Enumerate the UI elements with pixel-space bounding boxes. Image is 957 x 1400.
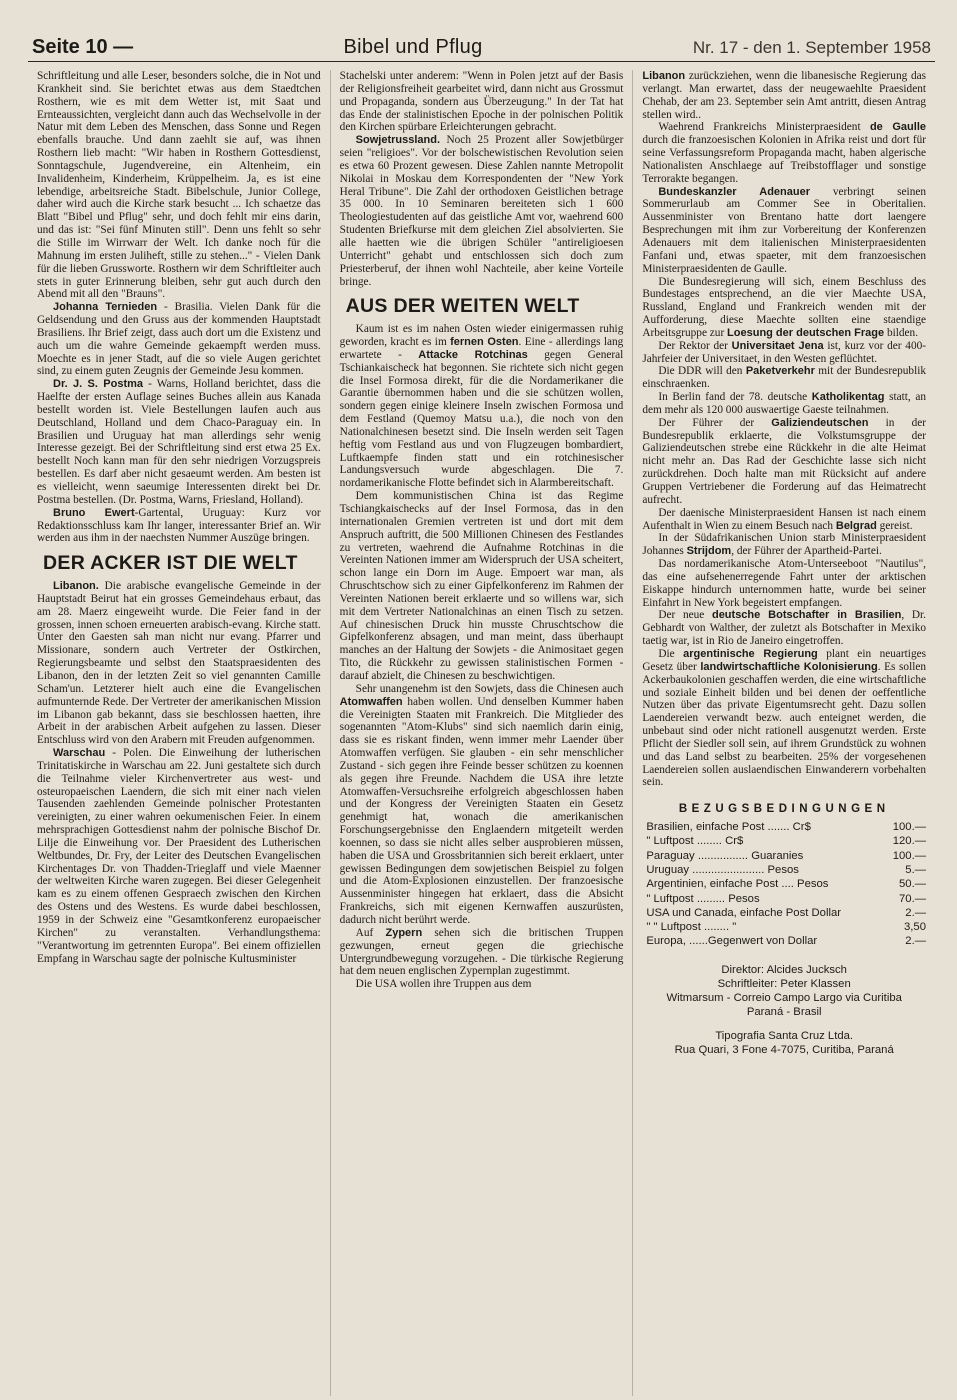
article-paragraph bbox=[642, 417, 926, 507]
paragraph-text: - Brasilia. Vielen Dank für die Geldsendung und den Gruss aus der kommenden Hauptstadt Brasiliens. Ihr Brief zeigt, dass auch dort um die Existenz und auch um die wahre Gemeinde gekaempft werden muss. Moechte es in jener Stadt, auf die so viele Augen gerichtet sind, zu einem guten Zeugnis der Gemeinde Jesu kommen. bbox=[37, 301, 321, 378]
bold-keyword: Bruno Ewert bbox=[53, 506, 135, 519]
subscription-price: 70.— bbox=[899, 892, 927, 905]
subscription-price: 100.— bbox=[892, 821, 927, 834]
subscription-price: 120.— bbox=[892, 835, 927, 848]
bold-keyword: Sowjetrussland. bbox=[355, 134, 441, 147]
paragraph-text: statt, an dem mehr als 120 000 auswaertige Gaeste teilnahmen. bbox=[642, 391, 927, 416]
imprint-line: Paraná - Brasil bbox=[746, 1005, 822, 1018]
subscription-price: 3,50 bbox=[904, 921, 927, 934]
paragraph-text: ist, kurz vor der 400-Jahrfeier der Universitaet, in den Westen geflüchtet. bbox=[642, 339, 927, 365]
paragraph-text: , der Führer der Apartheid-Partei. bbox=[731, 545, 882, 558]
paragraph-text: Die bbox=[658, 647, 684, 660]
paragraph-text: sehen sich die britischen Truppen gezwungen, erneut gegen die griechische Untergrundbewegung vorzugehen. - Die türkische Regierung hat dem neuen englischen Zypernplan zugestimmt. bbox=[339, 926, 624, 978]
article-paragraph bbox=[642, 340, 926, 366]
subscription-label: " Luftpost ........ Cr$ bbox=[646, 835, 744, 848]
imprint bbox=[642, 963, 926, 1019]
imprint-line: Direktor: Alcides Jucksch bbox=[721, 963, 847, 976]
bold-keyword: Dr. J. S. Postma bbox=[53, 378, 144, 391]
paragraph-text: , Dr. Gebhardt von Walther, der zuletzt als Botschafter in Mexiko taetig war, ist in Rio de Janeiro eingetroffen. bbox=[642, 609, 927, 648]
paragraph-text: Die DDR will den bbox=[658, 365, 746, 378]
paragraph-text: Auf bbox=[355, 926, 386, 939]
article-paragraph bbox=[340, 978, 624, 991]
paragraph-text: gereist. bbox=[876, 519, 913, 532]
article-paragraph bbox=[340, 323, 624, 490]
article-paragraph bbox=[37, 580, 321, 747]
paragraph-text: gegen General Tschiankaischeck hat begonnen. Sie richtete sich nicht gegen die Insel Formosa direkt, für die die Nordamerikaner die Garantie übernommen haben und die sie schützen wollen, sondern gegen einige kleinere Inseln zwischen Formosa und dem Festland (Quemoy Matsu u.a.), die noch von den Nationalchinesen besetzt sind. Die Inseln werden seit Tagen heftig vom Festland aus und von Flugzeugen bombardiert, Luftkaempfe finden statt und ein rotchinesischer Landungsversuch wurde abgeschlagen. Die 7. nordamerikanische Flotte befindet sich in Alarmbereitschaft. bbox=[339, 348, 624, 490]
bold-keyword: Loesung der deutschen Frage bbox=[727, 326, 885, 339]
bold-keyword: Strijdom bbox=[686, 545, 732, 558]
paragraph-text: Das nordamerikanische Atom-Unterseeboot "Nautilus", das eine aufsehenerregende Fahrt unter der arktischen Eiskappe hindurch unternommen hatte, wurde bei seiner Einfahrt in New York begeistert empfangen. bbox=[642, 558, 927, 609]
paragraph-text: haben wollen. Und denselben Kummer haben die Vereinigten Staaten mit Frankreich. Die Mitglieder des sogenannten "Atom-Klubs" sind sich naemlich darin einig, dass sie es riskant finden, wenn immer mehr Laender über Atomwaffen verfügen. Sie glauben - ein sehr menschlicher Zustand - sich gegen ihre Feinde besser schützen zu koennen als gegen ihre Freunde. Nachdem die USA ihre letzte Atomwaffen-Versuchsreihe erfolgreich abgeschlossen haben und der Kongress der Vereinigten Staaten ein Gesetz genehmigt hat, wonach die amerikanischen Forschungsergebnisse den Englaendern mitgeteilt werden koennen, so dass sie nicht alles selber ausprobieren müssen, haben die USA und Grossbritannien sich bereit erklaert, unter gewissen Bedingungen dem sowjetischen Beispiel zu folgen und die Atom-Explosionen einzustellen. Der franzoesische Aussenminister hingegen hat erklaert, dass die Absicht Frankreichs, sich mit eigenen Kernwaffen auszurüsten, dadurch nicht berührt werde. bbox=[339, 695, 624, 926]
page-number: Seite 10 — bbox=[32, 36, 134, 58]
article-paragraph bbox=[37, 301, 321, 378]
bold-keyword: Galiziendeutschen bbox=[771, 416, 869, 429]
subscription-label: Uruguay ....................... Pesos bbox=[646, 863, 799, 876]
bold-keyword: Libanon. bbox=[53, 580, 99, 593]
article-paragraph bbox=[340, 927, 624, 978]
column-3 bbox=[632, 70, 935, 1396]
paragraph-text: Die Bundesregierung will sich, einem Beschluss des Bundestages entsprechend, an die vier Maechte USA, Russland, England und Frankreich wenden mit der Aufforderung, diese Maechte sollten eine staendige Arbeitsgruppe zur bbox=[642, 275, 927, 339]
article-paragraph bbox=[340, 134, 624, 288]
paragraph-text: Die arabische evangelische Gemeinde in der Hauptstadt Beirut hat ein grosses Gemeindehaus erbaut, das am 28. Maerz eingeweiht wurde. Die Feier fand in der grossen, innen schoen erneuerten arabisch-evang. Kirche statt. Unter den Gaesten sah man nicht nur evang. Pfarrer und Missionare, sondern auch Vertreter der Ostkirchen, Regierungsbeamte und selbst den Staatspraesidenten des Libanon, den in der letzten Zeit so viel genannten Camille Scham'un. Letzterer hielt auch eine die Evangelischen aufmunternde Rede. Der Vertreter der amerikanischen Mission im Libanon gab bekannt, dass sie beschlossen haetten, ihre Arbeit in der arabischen Arbeit aufgehen zu lassen. Dieser Entschluss wird von den Arabern mit Freuden aufgenommen. bbox=[37, 580, 321, 747]
subscription-row bbox=[642, 834, 926, 848]
masthead bbox=[28, 36, 935, 62]
paragraph-text: In Berlin fand der 78. deutsche bbox=[658, 391, 812, 404]
issue-date: Nr. 17 - den 1. September 1958 bbox=[692, 38, 931, 57]
subscription-title: BEZUGSBEDINGUNGEN bbox=[678, 803, 890, 816]
bold-keyword: deutsche Botschafter in Brasilien bbox=[711, 609, 902, 622]
paragraph-text: Dem kommunistischen China ist das Regime Tschiangkaischecks auf der Insel Formosa, das in den internationalen Gremien vertreten ist und dort mit dem Anspruch auftritt, die 500 Millionen Chinesen des Festlandes zu vertreten, waehrend die Aufnahme Rotchinas in die Vereinten Nationen immer am Widerspruch der USA scheitert, schon lange ein Dorn im Auge. Empoert war man, als Chruschtschow sich zu einer Gipfelkonferenz im Rahmen der Vereinten Nationen bereit erklaerte und so willens war, sich mit dem Vertreter Nationalchinas an einen Tisch zu setzen. Auf chinesischen Druck hin musste Chruschtschow die Gipfelkonferenz absagen, und man meint, dass überhaupt manches an der Haltung der Sowjets - die Animositaet gegen Tito, die Rückkehr zu gewissen stalinistischen Formen - darauf abzielt, die Chinesen zu beschwichtigen. bbox=[339, 490, 624, 682]
subscription-row bbox=[642, 863, 926, 877]
paragraph-text: - Polen. Die Einweihung der lutherischen Trinitatiskirche in Warschau am 22. Juni gestaltete sich durch die Teilnahme vieler Kirchenvertreter aus west- und osteuropaeischen Laendern, die sich mit einer nach vielen Tausenden zaehlenden Gemeinde polnischer Protestanten vereinigten, zu einer wahren oekumenischen Feier. In einem mehrsprachigen Gottesdienst nahm der polnische Bischof Dr. Lilje die Einweihung vor. Der Praesident des Lutherischen Weltbundes, Dr. Fry, der Leiter des Deutschen Evangelischen Kirchentages Dr. von Thadden-Trieglaff und viele Maenner der weltweiten Kirche waren zugegen. Bei dieser Gelegenheit kam es zu einem offenen Gespraech zwischen den Kirchen des Ostens und des Westens. Es wurde dabei beschlossen, 1959 in der Schweiz eine "Gesamtkonferenz europaeischer Kirchen" zu veranstalten. Verhandlungsthema: "Verantwortung im getrennten Europa". Bei einem offiziellen Empfang in Warschau sagte der polnische Kultusminister bbox=[37, 747, 321, 965]
paragraph-text: Waehrend Frankreichs Ministerpraesident bbox=[658, 121, 870, 134]
subscription-row bbox=[642, 920, 926, 934]
article-paragraph bbox=[37, 747, 321, 965]
article-paragraph bbox=[37, 378, 321, 506]
paragraph-text: In der Südafrikanischen Union starb Ministerpraesident Johannes bbox=[642, 532, 927, 558]
subscription-row bbox=[642, 906, 926, 920]
paragraph-text: Die USA wollen ihre Truppen aus dem bbox=[355, 978, 532, 991]
article-paragraph bbox=[642, 391, 926, 417]
article-paragraph bbox=[642, 186, 926, 276]
article-paragraph bbox=[37, 70, 321, 301]
subscription-price: 2.— bbox=[905, 935, 927, 948]
subscription-price: 50.— bbox=[899, 878, 927, 891]
subscription-label: " Luftpost ......... Pesos bbox=[646, 892, 760, 905]
article-paragraph bbox=[642, 365, 926, 391]
subscription-label: Europa, ......Gegenwert von Dollar bbox=[646, 935, 818, 948]
paragraph-text: Der Rektor der bbox=[658, 339, 732, 352]
article-paragraph bbox=[642, 648, 926, 789]
imprint-line: Rua Quari, 3 Fone 4-7075, Curitiba, Paraná bbox=[674, 1043, 894, 1056]
paragraph-text: . Eine - allerdings lang erwartete - bbox=[339, 336, 624, 361]
bold-keyword: Belgrad bbox=[835, 519, 877, 532]
subscription-row bbox=[642, 934, 926, 948]
subscription-row bbox=[642, 849, 926, 863]
article-paragraph bbox=[642, 121, 926, 185]
bold-keyword: Zypern bbox=[385, 926, 423, 939]
paragraph-text: . Es sollen Ackerbaukolonien geschaffen werden, die eine wirtschaftliche und soziale Einheit bilden und bei denen der oeffentliche Nutzen über das private Eigentumsrecht geht. Dazu sollen Laendereien verwandt bezw. auch enteignet werden, die unbebaut sind oder nicht rationell ausgenutzt werden. Erste Pflicht der Siedler soll sein, auf ihrem Grundstück zu wohnen und das Land selbst zu bearbeiten. 25% der vorgesehenen Laendereien sollen auslaendischen Einwanderern vorbehalten sein. bbox=[642, 660, 927, 789]
paragraph-text: durch die franzoesischen Kolonien in Afrika reist und dort für seine Verfassungsreform Propaganda macht, haben algerische Nationalisten Anschlaege auf Treibstofflager und sonstige Terrorakte begangen. bbox=[642, 134, 927, 185]
article-paragraph bbox=[340, 683, 624, 927]
article-paragraph bbox=[642, 507, 926, 533]
article-paragraph bbox=[340, 70, 624, 134]
bold-keyword: argentinische Regierung bbox=[683, 647, 818, 660]
subscription-label: Brasilien, einfache Post ....... Cr$ bbox=[646, 821, 811, 834]
subscription-label: Paraguay ................ Guaranies bbox=[646, 849, 804, 862]
section-heading: AUS DER WEITEN WELT bbox=[345, 295, 580, 318]
paragraph-text: Sehr unangenehm ist den Sowjets, dass die Chinesen auch bbox=[355, 682, 624, 695]
article-paragraph bbox=[340, 490, 624, 683]
paragraph-text: Der Führer der bbox=[658, 416, 772, 429]
bold-keyword: Libanon bbox=[642, 70, 686, 82]
subscription-row bbox=[642, 877, 926, 891]
subscription-label: USA und Canada, einfache Post Dollar bbox=[646, 906, 842, 919]
article-paragraph bbox=[642, 70, 926, 121]
paragraph-text: Noch 25 Prozent aller Sowjetbürger seien "religioes". Vor der bolschewistischen Revolution seien es etwa 60 Prozent gewesen. Diese Zahlen nannte Metropolit Nikolai in Moskau dem Korrespondenten der "New York Heral Tribune". Die Zahl der orthodoxen Geistlichen betrage 35 000. In 10 Seminaren bereiteten sich 1 600 Theologiestudenten auf das geistliche Amt vor, waehrend 600 Studenten Briefkurse mit dem gleichen Ziel absolvierten. Sie alle haetten wie die übrigen Schüler "antireligioesen Unterricht" gehabt und entschlossen sich doch zum Priesterberuf, der ihnen wohl Nachteile, aber keine Vorteile bringe. bbox=[339, 134, 624, 288]
bold-keyword: Johanna Ternieden bbox=[53, 301, 158, 314]
imprint-line: Witmarsum - Correio Campo Largo via Curitiba bbox=[666, 991, 902, 1004]
article-paragraph bbox=[37, 507, 321, 546]
paragraph-text: Der daenische Ministerpraesident Hansen ist nach einem Aufenthalt in Wien zu einem Besuch nach bbox=[642, 506, 927, 532]
column-2 bbox=[330, 70, 633, 1396]
section-heading: DER ACKER IST DIE WELT bbox=[43, 552, 298, 575]
article-paragraph bbox=[642, 609, 926, 648]
subscription-price: 5.— bbox=[905, 863, 927, 876]
paragraph-text: bilden. bbox=[884, 326, 919, 339]
paragraph-text: verbringt seinen Sommerurlaub am Commer See in Oberitalien. Aussenminister von Brentano hatte dort laengere Besprechungen mit ihm zur Vorbereitung der Konferenzen Adenauers mit dem italienischen Ministerpraesidenten Fanfani und, etwas spaeter, mit dem franzoesischen Ministerpraesidenten de Gaulle. bbox=[642, 185, 927, 275]
bold-keyword: fernen Osten bbox=[450, 336, 519, 349]
subscription-label: Argentinien, einfache Post .... Pesos bbox=[646, 878, 829, 891]
subscription-row bbox=[642, 892, 926, 906]
bold-keyword: Warschau bbox=[53, 747, 106, 760]
subscription-label: " " Luftpost ........ " bbox=[646, 921, 737, 934]
subscription-row bbox=[642, 820, 926, 834]
paragraph-text: plant ein neuartiges Gesetz über bbox=[642, 647, 927, 673]
bold-keyword: de Gaulle bbox=[869, 121, 927, 134]
bold-keyword: Bundeskanzler Adenauer bbox=[658, 185, 811, 198]
article-paragraph bbox=[642, 558, 926, 609]
subscription-price: 2.— bbox=[905, 906, 927, 919]
paragraph-text: Stachelski unter anderem: "Wenn in Polen jetzt auf der Basis der Religionsfreiheit gearbeitet wird, dann nicht aus Grossmut und Propaganda, sondern aus Überzeugung." In der Tat hat das Ende der stalinistischen Epoche in der polnischen Politik den Kirchen spürbare Erleichterungen gebracht. bbox=[339, 70, 624, 134]
imprint-line: Schriftleiter: Peter Klassen bbox=[717, 977, 851, 990]
imprint-line: Tipografia Santa Cruz Ltda. bbox=[715, 1029, 854, 1042]
paragraph-text: - Warns, Holland berichtet, dass die Haelfte der ersten Auflage seines Buches allein aus Kanada bestellt worden ist. Viele Bestellungen laufen auch aus Deutschland, Holland und dem Chaco-Paraguay ein. In Brasilien und Uruguay hat man allerdings sehr wenig Interesse gezeigt. Bei der Schriftleitung sind erst etwa 25 Ex. bestellt Noch kann man für den sehr niedrigen Vorzugspreis bestellen. Es darf aber nicht gesaeumt werden. Am besten ist es vielleicht, wenn saeumige Interessenten direkt bei Dr. Postma bestellen. (Dr. Postma, Warns, Friesland, Holland). bbox=[37, 378, 321, 506]
paragraph-text: Kaum ist es im nahen Osten wieder einigermassen ruhig geworden, kracht es im bbox=[339, 323, 624, 349]
paragraph-text: Schriftleitung und alle Leser, besonders solche, die in Not und Krankheit sind. Sie berichtet etwas aus dem Staedtchen Rosthern, wie es mit dem Wetter ist, mit Saat und Ernteaussichten, vergleicht dann auch das Wechselvolle in der Natur mit dem Leben des Menschen, dass Sonne und Regen ebenfalls brauche. Und dann zaehlt sie auf, was ihnen Rosthern lieb macht: "Wir haben in Rosthern Gottesdienst, Sonntagschule, Jugendvereine, ein Altenheim, ein Invalidenheim, Kinderheim, Krüppelheim. Ja, es ist eine lebendige, arbeitsreiche Stadt. Bibelschule, Junior College, daher wird auch die Kirche stark besucht ... Ich schaetze das Blatt "Bibel und Pflug" sehr, und doch fehlt mir eins darin, und das ist: "Sei fünf Minuten still". Denn uns fehlt so sehr die Stille im Wirrwarr der Welt. Ich danke noch für die Mahnung im ersten Juliheft, stille zu stehen..." - Vielen Dank für die lieben Grussworte. Rosthern wir dem Schriftleiter auch stets in guter Erinnerung bleiben, sehr gut auch durch den Abend mit all den "Brauns". bbox=[37, 70, 321, 301]
columns bbox=[28, 70, 935, 1396]
newspaper-title: Bibel und Pflug bbox=[343, 36, 483, 58]
printer-imprint bbox=[642, 1029, 926, 1057]
paragraph-text: -Gartental, Uruguay: Kurz vor Redaktionsschluss kam Ihr langer, interessanter Brief an. Wir werden aus ihm in der naechsten Nummer Auszüge bringen. bbox=[37, 506, 321, 545]
bold-keyword: Atomwaffen bbox=[339, 695, 403, 708]
bold-keyword: Paketverkehr bbox=[745, 365, 815, 378]
paragraph-text: zurückziehen, wenn die libanesische Regierung das verlangt. Man erwartet, dass der neugewaehlte Praesident Chehab, der am 23. September sein Amt antritt, diesen Antrag stellen wird.. bbox=[642, 70, 927, 121]
paragraph-text: Der neue bbox=[658, 609, 712, 622]
paragraph-text: mit der Bundesrepublik einschraenken. bbox=[642, 365, 927, 391]
article-paragraph bbox=[642, 276, 926, 340]
bold-keyword: landwirtschaftliche Kolonisierung bbox=[700, 660, 878, 673]
article-paragraph bbox=[642, 532, 926, 558]
bold-keyword: Katholikentag bbox=[811, 391, 885, 404]
subscription-price: 100.— bbox=[892, 849, 927, 862]
bold-keyword: Universitaet Jena bbox=[731, 339, 824, 352]
paragraph-text: in der Bundesrepublik erklaerte, die Volkstumsgruppe der Galiziendeutschen strebe eine Rückkehr in die alte Heimat nicht mehr an. Das Rad der Geschichte lasse sich nicht zurückdrehen. Doch halte man mit Rücksicht auf andere Gruppen Vertriebener die Forderung auf das Heimatrecht aufrecht. bbox=[642, 416, 927, 506]
column-1 bbox=[28, 70, 330, 1396]
bold-keyword: Attacke Rotchinas bbox=[418, 348, 528, 361]
